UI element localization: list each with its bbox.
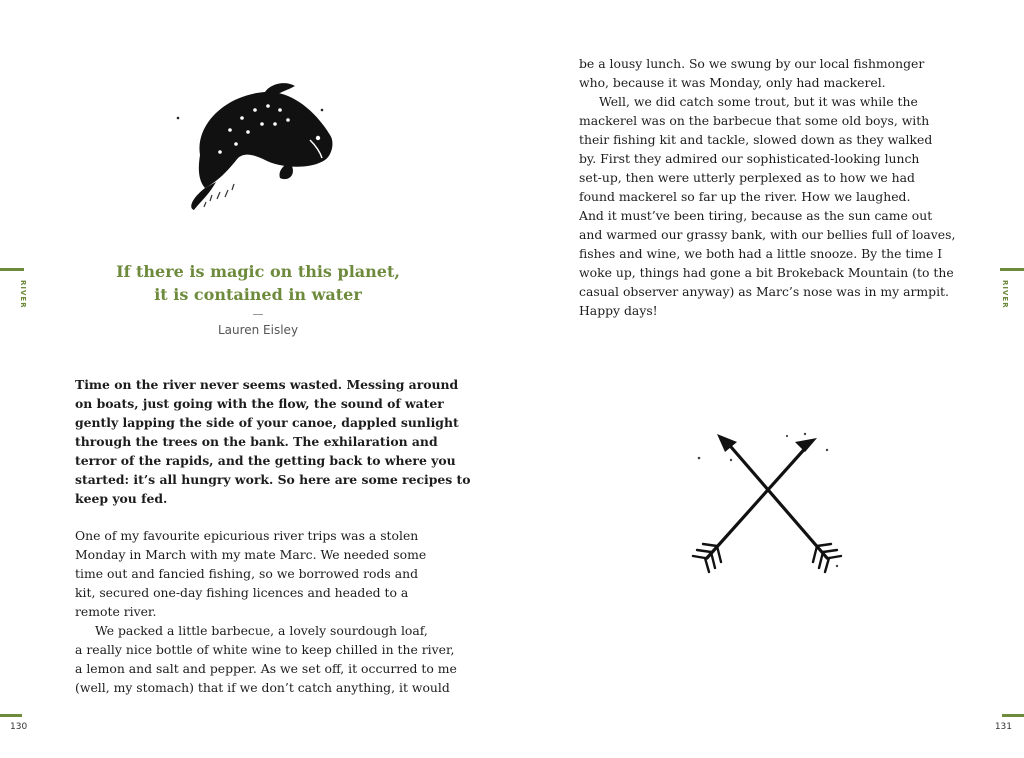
- text-line: keep you fed.: [75, 491, 168, 506]
- section-label: RIVER: [19, 280, 27, 309]
- intro-paragraph: [75, 375, 471, 508]
- right-page: [512, 0, 1024, 758]
- text-line: kit, secured one-day fishing licences and headed to a: [75, 585, 409, 600]
- text-line: gently lapping the side of your canoe, dappled sunlight: [75, 415, 459, 430]
- text-line: terror of the rapids, and the getting back to where you: [75, 453, 456, 468]
- text-line: remote river.: [75, 604, 157, 619]
- text-line: started: it’s all hungry work. So here are some recipes to: [75, 472, 471, 487]
- page-number: 130: [10, 722, 28, 732]
- text-line: Well, we did catch some trout, but it was while the: [599, 94, 918, 109]
- text-line: through the trees on the bank. The exhilaration and: [75, 434, 438, 449]
- text-line: Time on the river never seems wasted. Messing around: [75, 377, 459, 392]
- text-line: casual observer anyway) as Marc’s nose was in my armpit.: [579, 284, 949, 299]
- quote-line: If there is magic on this planet,: [116, 262, 400, 281]
- text-line: who, because it was Monday, only had mackerel.: [579, 75, 886, 90]
- text-line: fishes and wine, we both had a little snooze. By the time I: [579, 246, 943, 261]
- pull-quote: [108, 260, 408, 306]
- text-line: woke up, things had gone a bit Brokeback Mountain (to the: [579, 265, 954, 280]
- text-line: Monday in March with my mate Marc. We needed some: [75, 547, 427, 562]
- section-label: RIVER: [1001, 280, 1009, 309]
- text-line: One of my favourite epicurious river trips was a stolen: [75, 528, 419, 543]
- text-line: Happy days!: [579, 303, 658, 318]
- text-line: (well, my stomach) that if we don’t catch anything, it would: [75, 680, 450, 695]
- text-line: time out and fancied fishing, so we borrowed rods and: [75, 566, 419, 581]
- text-line: by. First they admired our sophisticated-looking lunch: [579, 151, 920, 166]
- text-line: mackerel was on the barbecue that some old boys, with: [579, 113, 930, 128]
- section-tab-marker: [1000, 268, 1024, 271]
- text-line: a really nice bottle of white wine to keep chilled in the river,: [75, 642, 455, 657]
- section-tab-marker: [0, 268, 24, 271]
- text-line: and warmed our grassy bank, with our bellies full of loaves,: [579, 227, 956, 242]
- text-line: on boats, just going with the flow, the sound of water: [75, 396, 444, 411]
- body-text: [579, 54, 955, 320]
- quote-attribution: Lauren Eisley: [217, 323, 299, 337]
- text-line: a lemon and salt and pepper. As we set off, it occurred to me: [75, 661, 457, 676]
- text-line: found mackerel so far up the river. How we laughed.: [579, 189, 911, 204]
- text-line: set-up, then were utterly perplexed as to how we had: [579, 170, 915, 185]
- footer-bar: [0, 714, 22, 717]
- footer-bar: [1002, 714, 1024, 717]
- quote-line: it is contained in water: [154, 285, 362, 304]
- text-line: We packed a little barbecue, a lovely sourdough loaf,: [95, 623, 428, 638]
- page-number: 131: [994, 722, 1012, 732]
- fish-icon: [170, 80, 340, 210]
- text-line: be a lousy lunch. So we swung by our local fishmonger: [579, 56, 925, 71]
- crossed-arrows-icon: [677, 430, 857, 580]
- quote-divider: [253, 314, 263, 315]
- text-line: their fishing kit and tackle, slowed down as they walked: [579, 132, 933, 147]
- body-text: [75, 526, 457, 697]
- text-line: And it must’ve been tiring, because as the sun came out: [579, 208, 933, 223]
